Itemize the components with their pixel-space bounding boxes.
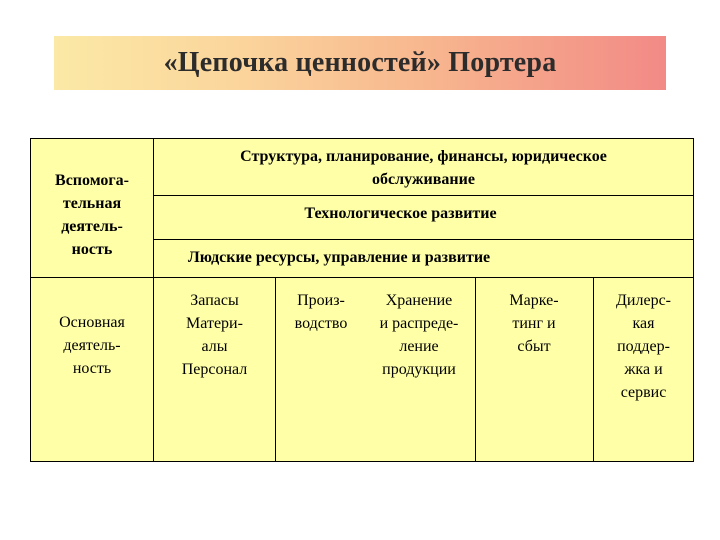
title-banner — [54, 36, 666, 90]
value-chain-table — [30, 138, 694, 462]
primary-activity-operations: Произ- водство — [294, 292, 348, 332]
support-category-label: Вспомога- тельная деятель- ность — [55, 172, 129, 258]
primary-category-label: Основная деятель- ность — [59, 313, 125, 377]
support-row-divider-2 — [154, 239, 693, 240]
category-row-divider — [31, 277, 154, 278]
support-activity-infrastructure: Структура, планирование, финансы, юридическое обслуживание — [240, 148, 607, 188]
support-activity-technology: Технологическое развитие — [304, 204, 497, 222]
support-primary-divider — [154, 277, 693, 278]
primary-activity-service: Дилерс- кая поддер- жка и сервис — [616, 292, 671, 401]
primary-activity-marketing: Марке- тинг и сбыт — [509, 292, 559, 355]
page-title: «Цепочка ценностей» Портера — [163, 47, 557, 78]
support-row-divider-1 — [154, 195, 693, 196]
primary-activity-outbound: Хранение и распреде- ление продукции — [379, 292, 459, 378]
primary-col-divider-1 — [275, 277, 276, 461]
primary-activity-inbound: Запасы Матери- алы Персонал — [181, 292, 248, 378]
support-activity-hr: Людские ресурсы, управление и развитие — [187, 248, 491, 266]
